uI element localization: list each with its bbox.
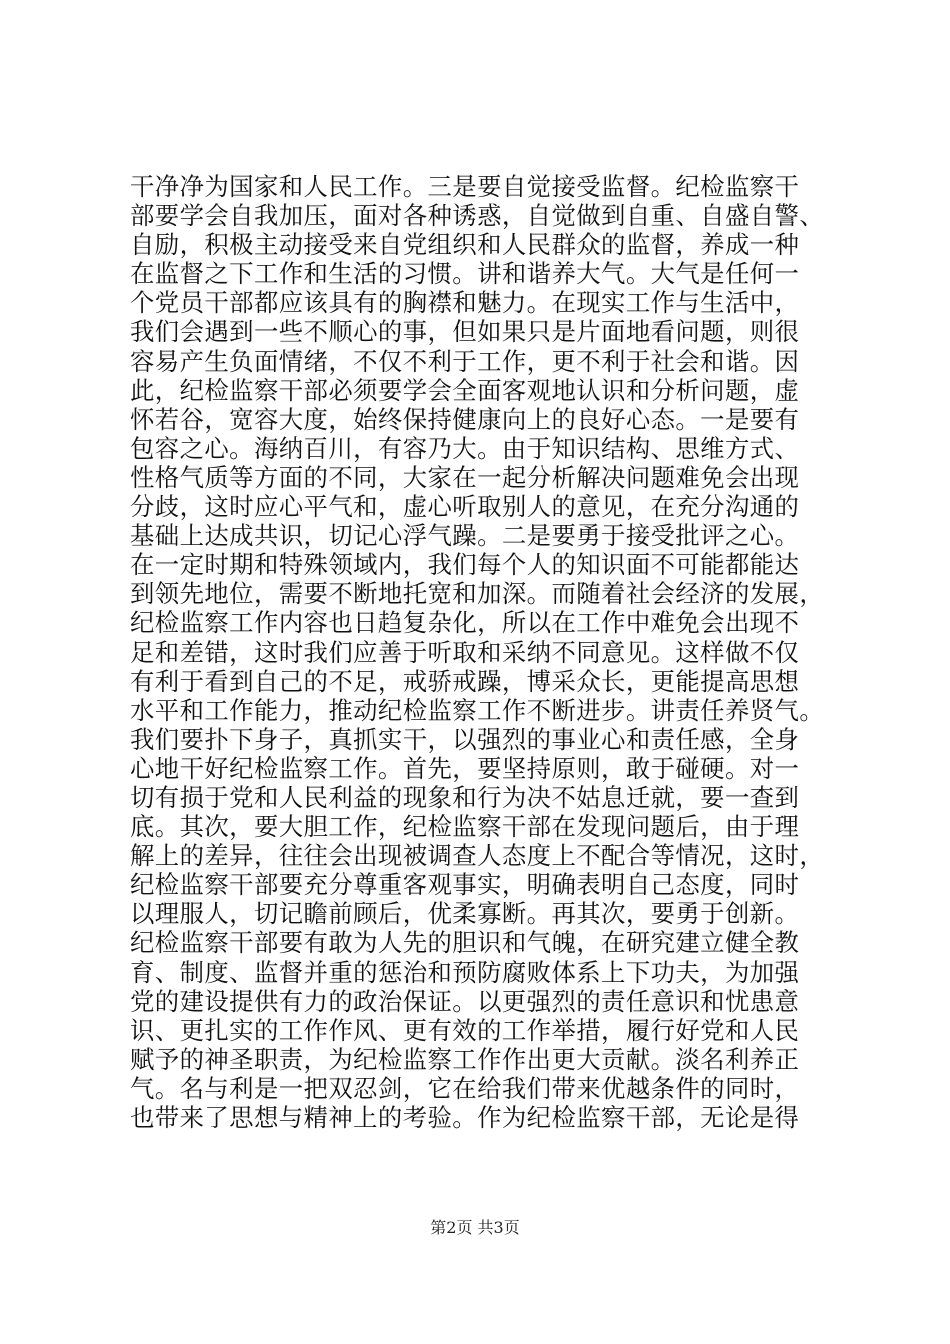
text-line: 识、更扎实的工作作风、更有效的工作举措，履行好党和人民: [130, 1015, 800, 1045]
text-line: 在监督之下工作和生活的习惯。讲和谐养大气。大气是任何一: [130, 259, 800, 289]
text-line: 干净净为国家和人民工作。三是要自觉接受监督。纪检监察干: [130, 172, 800, 201]
text-line: 性格气质等方面的不同，大家在一起分析解决问题难免会出现: [130, 462, 800, 492]
text-line: 党的建设提供有力的政治保证。以更强烈的责任意识和忧患意: [130, 986, 800, 1016]
text-line: 分歧，这时应心平气和，虚心听取别人的意见，在充分沟通的: [130, 492, 800, 522]
text-line: 容易产生负面情绪，不仅不利于工作，更不利于社会和谐。因: [130, 346, 800, 376]
text-line: 我们会遇到一些不顺心的事，但如果只是片面地看问题，则很: [130, 317, 800, 347]
text-line: 也带来了思想与精神上的考验。作为纪检监察干部，无论是得: [130, 1103, 800, 1132]
text-line: 纪检监察干部要有敢为人先的胆识和气魄，在研究建立健全教: [130, 928, 800, 958]
text-line: 足和差错，这时我们应善于听取和采纳不同意见。这样做不仅: [130, 637, 800, 667]
text-line: 气。名与利是一把双忍剑，它在给我们带来优越条件的同时，: [130, 1073, 800, 1103]
text-line: 包容之心。海纳百川，有容乃大。由于知识结构、思维方式、: [130, 433, 800, 463]
text-line: 我们要扑下身子，真抓实干，以强烈的事业心和责任感，全身: [130, 724, 800, 754]
text-line: 在一定时期和特殊领域内，我们每个人的知识面不可能都能达: [130, 550, 800, 580]
page-number: 第2页 共3页: [430, 1218, 520, 1237]
text-line: 心地干好纪检监察工作。首先，要坚持原则，敢于碰硬。对一: [130, 753, 800, 783]
text-line: 以理服人，切记瞻前顾后，优柔寡断。再其次，要勇于创新。: [130, 899, 800, 929]
text-line: 个党员干部都应该具有的胸襟和魅力。在现实工作与生活中，: [130, 288, 800, 318]
text-line: 纪检监察工作内容也日趋复杂化，所以在工作中难免会出现不: [130, 608, 800, 638]
text-line: 到领先地位，需要不断地托宽和加深。而随着社会经济的发展，: [130, 579, 825, 609]
text-line: 切有损于党和人民利益的现象和行为决不姑息迁就，要一查到: [130, 782, 800, 812]
text-line: 底。其次，要大胆工作，纪检监察干部在发现问题后，由于理: [130, 812, 800, 842]
text-line: 育、制度、监督并重的惩治和预防腐败体系上下功夫，为加强: [130, 957, 800, 987]
text-line: 解上的差异，往往会出现被调查人态度上不配合等情况，这时，: [130, 841, 825, 871]
text-line: 赋予的神圣职责，为纪检监察工作作出更大贡献。淡名利养正: [130, 1044, 800, 1074]
text-line: 有利于看到自己的不足，戒骄戒躁，博采众长，更能提高思想: [130, 666, 800, 696]
text-line: 此，纪检监察干部必须要学会全面客观地认识和分析问题，虚: [130, 375, 800, 405]
body-text: [130, 172, 830, 1132]
text-line: 基础上达成共识，切记心浮气躁。二是要勇于接受批评之心。: [130, 521, 800, 551]
text-line: 怀若谷，宽容大度，始终保持健康向上的良好心态。一是要有: [130, 404, 800, 434]
text-line: 部要学会自我加压，面对各种诱惑，自觉做到自重、自盛自警、: [130, 201, 825, 231]
text-line: 水平和工作能力，推动纪检监察工作不断进步。讲责任养贤气。: [130, 695, 825, 725]
text-line: 纪检监察干部要充分尊重客观事实，明确表明自己态度，同时: [130, 870, 800, 900]
text-line: 自励，积极主动接受来自党组织和人民群众的监督，养成一种: [130, 230, 800, 260]
